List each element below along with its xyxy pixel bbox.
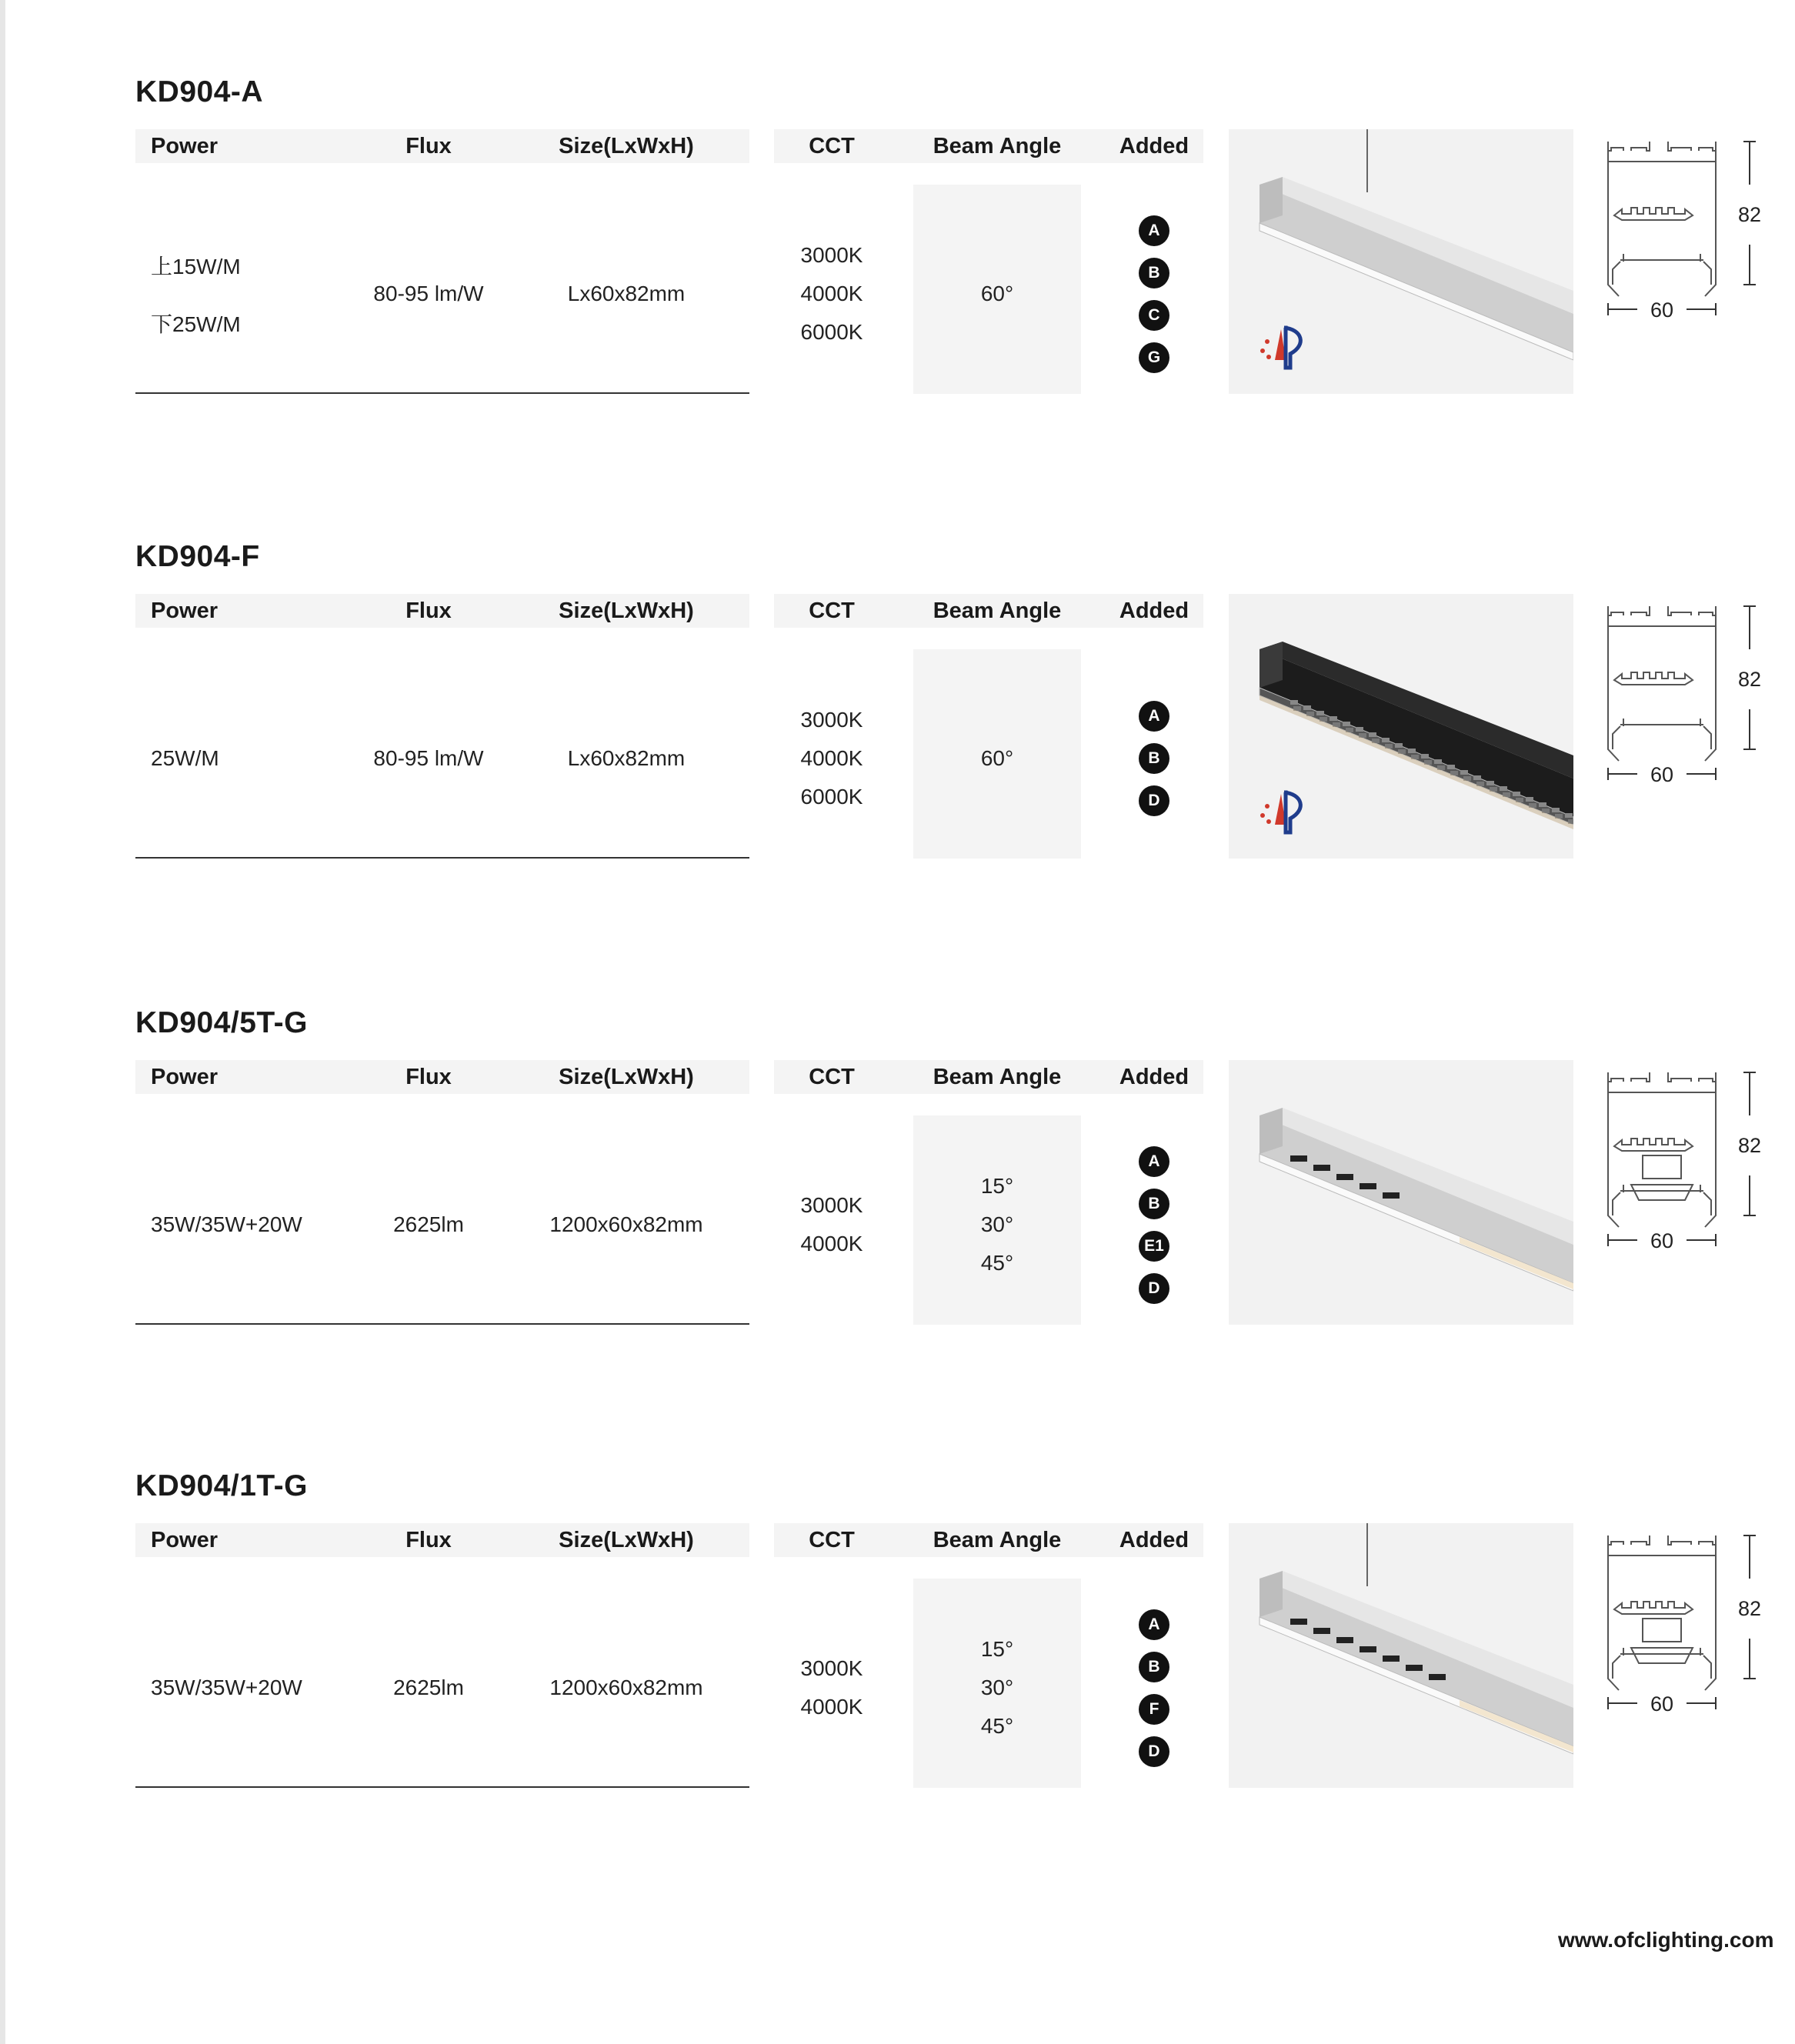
size-value: Lx60x82mm <box>567 282 686 305</box>
beam-angle-value: 60° <box>980 282 1014 305</box>
flux-header: Flux <box>405 1528 452 1552</box>
product-title: KD904/5T-G <box>135 1006 308 1039</box>
cct-header: CCT <box>809 1065 855 1089</box>
power-value: 35W/35W+20W <box>151 1212 302 1236</box>
flux-header: Flux <box>405 599 452 623</box>
option-badge: C <box>1139 300 1169 331</box>
option-badge: D <box>1139 1736 1169 1767</box>
option-badge: B <box>1139 743 1169 774</box>
dimension-width-label: 60 <box>1650 1229 1674 1252</box>
cct-header: CCT <box>809 599 855 623</box>
profile-cross-section-drawing <box>1600 138 1762 392</box>
table-bottom-rule <box>135 1786 749 1788</box>
dimension-height-label: 82 <box>1737 1134 1762 1157</box>
flux-value: 2625lm <box>393 1676 464 1699</box>
beam-angle-value: 15° <box>980 1637 1014 1661</box>
product-photo <box>1229 1523 1573 1788</box>
beam-angle-header: Beam Angle <box>933 134 1062 158</box>
added-header: Added <box>1119 134 1189 158</box>
beam-angle-list <box>981 275 1013 313</box>
size-header: Size(LxWxH) <box>559 1065 694 1089</box>
option-badge: E1 <box>1139 1231 1169 1262</box>
beam-angle-header: Beam Angle <box>933 1528 1062 1552</box>
table-bottom-rule <box>135 392 749 394</box>
size-header: Size(LxWxH) <box>559 134 694 158</box>
product-photo <box>1229 129 1573 394</box>
certification-logo <box>1260 328 1300 368</box>
power-value: 35W/35W+20W <box>151 1676 302 1699</box>
option-badge: D <box>1139 1273 1169 1304</box>
power-value: 25W/M <box>151 746 219 770</box>
beam-angle-value: 60° <box>980 746 1014 770</box>
flux-value: 80-95 lm/W <box>373 746 484 770</box>
table-bottom-rule <box>135 1323 749 1325</box>
profile-drawing <box>1600 138 1762 392</box>
beam-angle-list <box>981 739 1013 778</box>
product-photo <box>1229 1060 1573 1325</box>
cct-list <box>801 236 863 352</box>
product-title: KD904/1T-G <box>135 1469 308 1502</box>
profile-cross-section-drawing <box>1600 603 1762 857</box>
dimension-height-label: 82 <box>1737 1597 1762 1620</box>
added-options <box>1139 1146 1169 1315</box>
cct-list <box>801 701 863 816</box>
flux-value: 2625lm <box>393 1212 464 1236</box>
dimension-width-label: 60 <box>1650 1692 1674 1716</box>
beam-angle-value: 15° <box>980 1174 1014 1198</box>
beam-angle-list <box>981 1630 1013 1746</box>
profile-cross-section-drawing <box>1600 1069 1762 1323</box>
option-badge: G <box>1139 342 1169 373</box>
option-badge: A <box>1139 1609 1169 1640</box>
added-header: Added <box>1119 1065 1189 1089</box>
beam-angle-value: 45° <box>980 1714 1014 1738</box>
added-options <box>1139 215 1169 385</box>
dimension-height-label: 82 <box>1737 203 1762 226</box>
option-badge: D <box>1139 785 1169 816</box>
cct-value: 6000K <box>800 320 863 344</box>
size-value: Lx60x82mm <box>567 746 686 770</box>
cct-value: 6000K <box>800 785 863 809</box>
cct-value: 3000K <box>800 1193 863 1217</box>
flux-header: Flux <box>405 134 452 158</box>
option-badge: A <box>1139 701 1169 732</box>
cct-value: 4000K <box>800 282 863 305</box>
suspended-linear-light-silver-opal-icon <box>1229 129 1573 394</box>
profile-drawing <box>1600 1532 1762 1786</box>
option-badge: A <box>1139 1146 1169 1177</box>
option-badge: B <box>1139 1189 1169 1219</box>
added-options <box>1139 701 1169 828</box>
cct-header: CCT <box>809 134 855 158</box>
beam-angle-value: 45° <box>980 1251 1014 1275</box>
flux-header: Flux <box>405 1065 452 1089</box>
linear-light-black-honeycomb-icon <box>1229 594 1573 859</box>
certification-logo <box>1260 792 1300 832</box>
cct-header: CCT <box>809 1528 855 1552</box>
power-header: Power <box>151 134 219 158</box>
cct-value: 3000K <box>800 243 863 267</box>
option-badge: A <box>1139 215 1169 246</box>
website-url[interactable]: www.ofclighting.com <box>1558 1928 1774 1952</box>
product-title: KD904-F <box>135 540 260 573</box>
cct-value: 4000K <box>800 1232 863 1255</box>
table-bottom-rule <box>135 857 749 859</box>
cct-list <box>801 1649 863 1726</box>
power-header: Power <box>151 1065 219 1089</box>
profile-drawing <box>1600 1069 1762 1323</box>
product-title: KD904-A <box>135 75 264 108</box>
cct-value: 4000K <box>800 746 863 770</box>
beam-angle-header: Beam Angle <box>933 599 1062 623</box>
dimension-width-label: 60 <box>1650 763 1674 786</box>
power-header: Power <box>151 1528 219 1552</box>
product-section <box>0 75 1795 506</box>
beam-angle-value: 30° <box>980 1212 1014 1236</box>
product-section <box>0 1469 1795 1900</box>
linear-light-silver-5-spots-icon <box>1229 1060 1573 1325</box>
profile-drawing <box>1600 603 1762 857</box>
suspended-linear-light-silver-spots-icon <box>1229 1523 1573 1788</box>
profile-cross-section-drawing <box>1600 1532 1762 1786</box>
power-value: 上15W/M <box>151 255 241 278</box>
cct-value: 3000K <box>800 1656 863 1680</box>
option-badge: B <box>1139 1652 1169 1682</box>
beam-angle-value: 30° <box>980 1676 1014 1699</box>
option-badge: F <box>1139 1694 1169 1725</box>
added-header: Added <box>1119 1528 1189 1552</box>
size-value: 1200x60x82mm <box>549 1212 703 1236</box>
flux-value: 80-95 lm/W <box>373 282 484 305</box>
product-photo <box>1229 594 1573 859</box>
power-value: 下25W/M <box>151 312 241 336</box>
dimension-height-label: 82 <box>1737 668 1762 691</box>
product-section <box>0 540 1795 971</box>
beam-angle-header: Beam Angle <box>933 1065 1062 1089</box>
cct-value: 4000K <box>800 1695 863 1719</box>
added-options <box>1139 1609 1169 1779</box>
option-badge: B <box>1139 258 1169 288</box>
cct-value: 3000K <box>800 708 863 732</box>
size-header: Size(LxWxH) <box>559 599 694 623</box>
power-header: Power <box>151 599 219 623</box>
beam-angle-list <box>981 1167 1013 1282</box>
dimension-width-label: 60 <box>1650 298 1674 322</box>
size-value: 1200x60x82mm <box>549 1676 703 1699</box>
added-header: Added <box>1119 599 1189 623</box>
size-header: Size(LxWxH) <box>559 1528 694 1552</box>
product-section <box>0 1006 1795 1437</box>
cct-list <box>801 1186 863 1263</box>
